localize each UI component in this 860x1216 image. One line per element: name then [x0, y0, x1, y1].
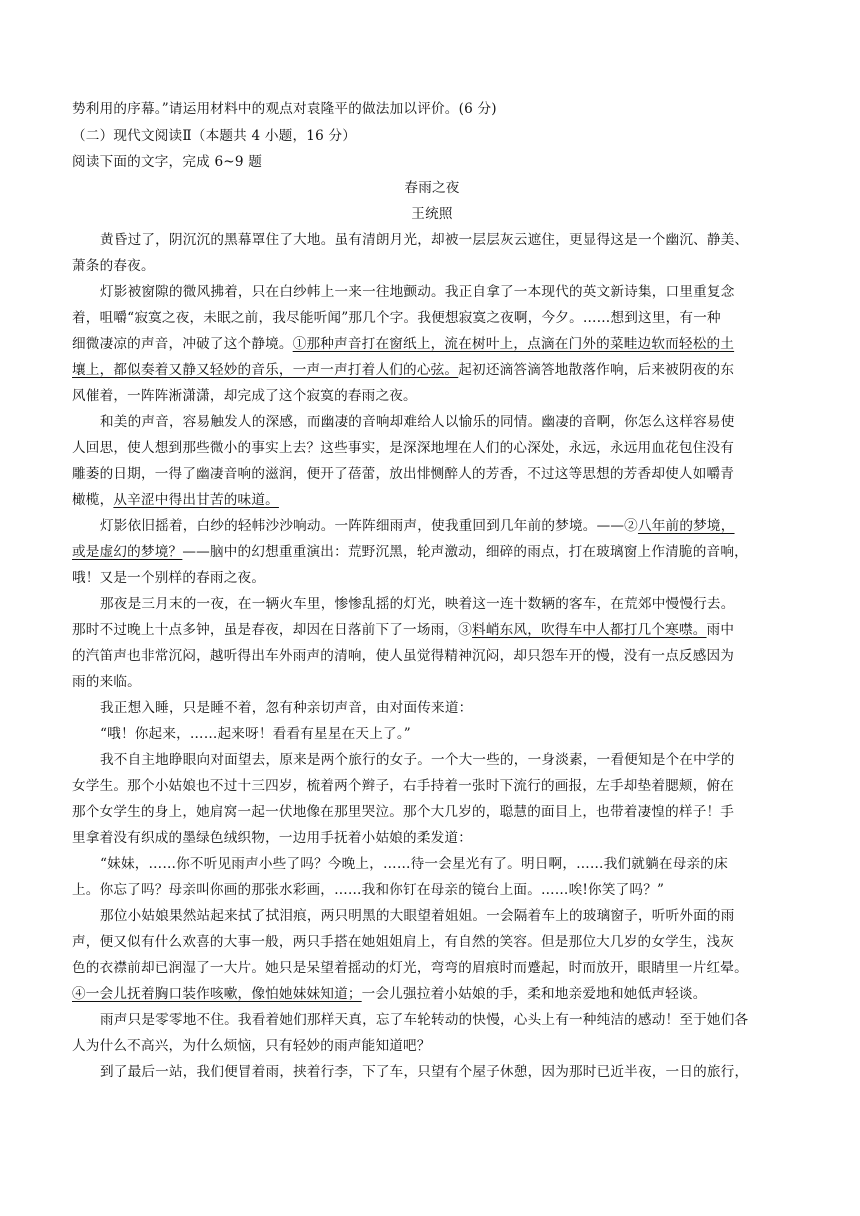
question-5-tail: 势利用的序幕。”请运用材料中的观点对袁隆平的做法加以评价。(6 分) [72, 101, 497, 117]
underlined-phrase: 从辛涩中得出甘苦的味道。 [113, 492, 279, 508]
paragraph-line: 女学生。那个小姑娘也不过十三四岁，梳着两个辫子，右手持着一张时下流行的画报，左手却垫着腮颊，俯在 [72, 778, 735, 794]
article-author: 王统照 [411, 206, 453, 222]
paragraph-line: 和美的声音，容易触发人的深感，而幽凄的音响却难给人以愉乐的同情。幽凄的音啊，你怎么这样容易使 [100, 414, 735, 430]
underlined-sentence-1: 壤上，都似奏着又静又轻妙的音乐，一声一声打着人们的心弦。 [72, 362, 459, 378]
paragraph-line: 色的衣襟前却已润湿了一大片。她只是呆望着摇动的灯光，弯弯的眉痕时而蹙起，时而放开，眼睛里一片红晕。 [72, 960, 748, 976]
paragraph-line: 风催着，一阵阵淅潇潇，却完成了这个寂寞的春雨之夜。 [72, 388, 417, 404]
section-heading: （二）现代文阅读Ⅱ（本题共 4 小题，16 分） [72, 128, 357, 144]
paragraph-line: 我正想入睡，只是睡不着，忽有种亲切声音，由对面传来道： [100, 700, 473, 716]
paragraph-line: 那个女学生的身上，她肩窝一起一伏地像在那里哭泣。那个大几岁的，聪慧的面目上，也带着凄惶的样子！手 [72, 804, 735, 820]
paragraph-line: 灯影依旧摇着，白纱的轻帏沙沙响动。一阵阵细雨声，使我重回到几年前的梦境。——②八年前的梦境， [100, 518, 735, 534]
paragraph-line: 黄昏过了，阴沉沉的黑幕罩住了大地。虽有清朗月光，却被一层层灰云遮住，更显得这是一个幽沉、静美、 [100, 232, 749, 248]
dialogue-line: “妹妹，……你不听见雨声小些了吗？今晚上，……待一会星光有了。明日啊，……我们就躺在母亲的床 [100, 856, 728, 872]
paragraph-line: 雨的来临。 [72, 674, 141, 690]
underlined-sentence-4: ④一会儿抚着胸口装作咳嗽，像怕她妹妹知道； [72, 986, 362, 1002]
paragraph-line: ④一会儿抚着胸口装作咳嗽，像怕她妹妹知道；一会儿强拉着小姑娘的手，柔和地亲爱地和她低声轻谈。 [72, 986, 707, 1002]
article-title: 春雨之夜 [404, 180, 460, 196]
paragraph-line: 萧条的春夜。 [72, 258, 155, 274]
paragraph-line: 那时不过晚上十点多钟，虽是春夜，却因在日落前下了一场雨，③料峭东风，吹得车中人都打几个寒噤。雨中 [72, 622, 735, 638]
paragraph-line: 到了最后一站，我们便冒着雨，挟着行李，下了车，只望有个屋子休憩，因为那时已近半夜，一日的旅行， [100, 1064, 749, 1080]
paragraph-line: 或是虚幻的梦境？——脑中的幻想重重演出：荒野沉黑，轮声激动，细碎的雨点，打在玻璃窗上作清脆的音响， [72, 544, 748, 560]
paragraph-line: 雕萎的日期，一得了幽凄音响的滋润，便开了蓓蕾，放出悱恻醉人的芳香，不过这等思想的芳香却使人如嚼青 [72, 466, 735, 482]
paragraph-line: 的汽笛声也非常沉闷，越听得出车外雨声的清响，使人虽觉得精神沉闷，却只怨车开的慢，没有一点反感因为 [72, 648, 735, 664]
underlined-sentence-2: 八年前的梦境， [637, 518, 735, 534]
dialogue-line: “哦！你起来，……起来呀！看看有星星在天上了。” [100, 726, 411, 742]
paragraph-line: 那位小姑娘果然站起来拭了拭泪痕，两只明黑的大眼望着姐姐。一会隔着车上的玻璃窗子，听听外面的雨 [100, 908, 735, 924]
paragraph-line: 灯影被窗隙的微风拂着，只在白纱帏上一来一往地颤动。我正自拿了一本现代的英文新诗集，口里重复念 [100, 284, 735, 300]
paragraph-line: 我不自主地睁眼向对面望去，原来是两个旅行的女子。一个大一些的，一身淡素，一看便知是个在中学的 [100, 752, 735, 768]
paragraph-line: 雨声只是零零地不住。我看着她们那样天真，忘了车轮转动的快慢，心头上有一种纯洁的感动！至于她们各 [100, 1012, 749, 1028]
paragraph-line: 细微凄凉的声音，冲破了这个静境。①那种声音打在窗纸上，流在树叶上，点滴在门外的菜畦边软而轻松的土 [72, 336, 735, 352]
dialogue-line: 上。你忘了吗？母亲叫你画的那张水彩画，……我和你钉在母亲的镜台上面。……唉!你笑了吗？” [72, 882, 665, 898]
paragraph-line: 橄榄，从辛涩中得出甘苦的味道。 [72, 492, 279, 508]
paragraph-line: 壤上，都似奏着又静又轻妙的音乐，一声一声打着人们的心弦。起初还滴答滴答地散落作响，后来被阴夜的东 [72, 362, 735, 378]
paragraph-line: 人为什么不高兴，为什么烦恼，只有轻妙的雨声能知道吧？ [72, 1038, 431, 1054]
underlined-sentence-1: ①那种声音打在窗纸上，流在树叶上，点滴在门外的菜畦边软而轻松的土 [292, 336, 735, 352]
instruction: 阅读下面的文字，完成 6~9 题 [72, 154, 263, 170]
paragraph-line: 着，咀嚼“寂寞之夜，未眠之前，我尽能听闻”那几个字。我便想寂寞之夜啊，今夕。……想到这里，有一种 [72, 310, 721, 326]
paragraph-line: 声，便又似有什么欢喜的大事一般，两只手搭在她姐姐肩上，有自然的笑容。但是那位大几岁的女学生，浅灰 [72, 934, 735, 950]
paragraph-line: 里拿着没有织成的墨绿色绒织物，一边用手抚着小姑娘的柔发道： [72, 830, 473, 846]
underlined-sentence-2: 或是虚幻的梦境？ [72, 544, 183, 560]
paragraph-line: 那夜是三月末的一夜，在一辆火车里，惨惨乱摇的灯光，映着这一连十数辆的客车，在荒郊中慢慢行去。 [100, 596, 735, 612]
paragraph-line: 哦！又是一个别样的春雨之夜。 [72, 570, 266, 586]
underlined-sentence-3: 料峭东风，吹得车中人都打几个寒噤。 [472, 622, 707, 638]
paragraph-line: 人回思，使人想到那些微小的事实上去？这些事实，是深深地埋在人们的心深处，永远，永远用血花包住没有 [72, 440, 735, 456]
